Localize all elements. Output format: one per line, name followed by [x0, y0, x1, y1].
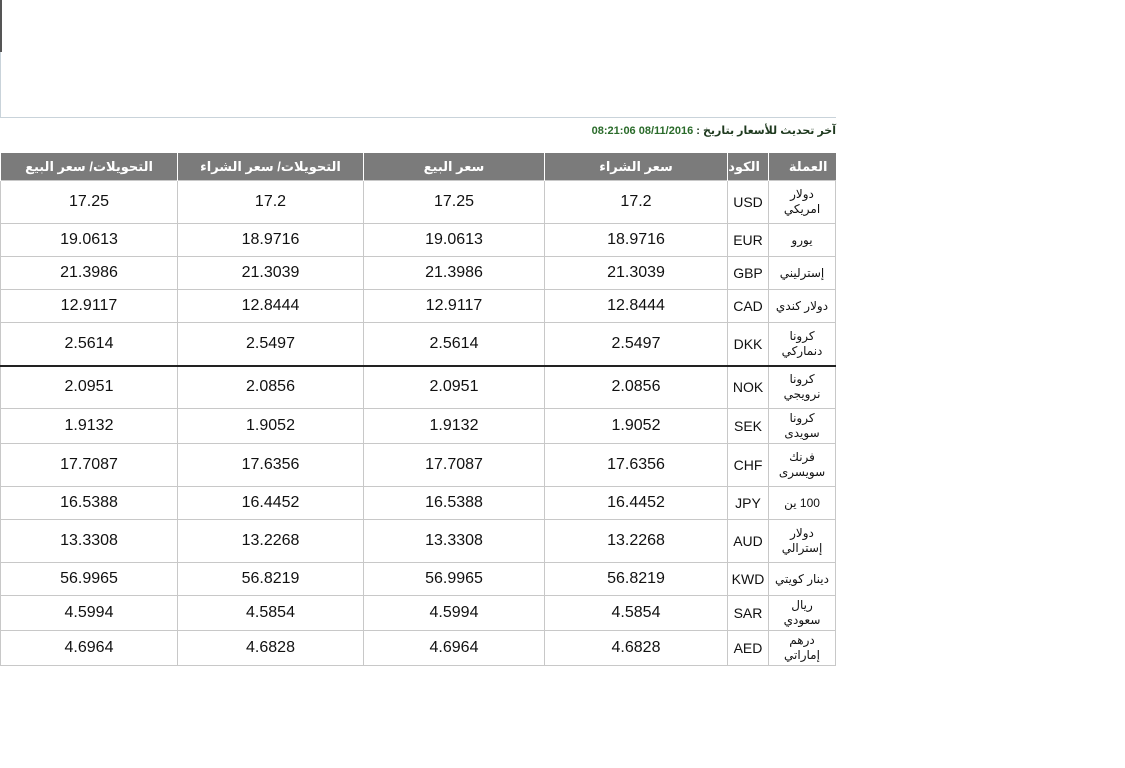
top-panel — [0, 0, 836, 118]
transfer-sell-rate: 16.5388 — [1, 487, 178, 520]
sell-rate: 4.6964 — [364, 631, 545, 666]
buy-rate: 4.6828 — [545, 631, 728, 666]
transfer-buy-rate: 2.5497 — [178, 323, 364, 366]
currency-name: دولار إسترالي — [769, 520, 836, 563]
buy-rate: 1.9052 — [545, 409, 728, 444]
currency-code: DKK — [728, 323, 769, 366]
panel-edge-line — [0, 52, 1, 118]
buy-rate: 17.2 — [545, 181, 728, 224]
transfer-buy-rate: 21.3039 — [178, 257, 364, 290]
transfer-sell-rate: 4.6964 — [1, 631, 178, 666]
currency-name: إسترليني — [769, 257, 836, 290]
currency-name: يورو — [769, 224, 836, 257]
transfer-sell-rate: 56.9965 — [1, 563, 178, 596]
transfer-buy-rate: 16.4452 — [178, 487, 364, 520]
sell-rate: 17.7087 — [364, 444, 545, 487]
table-row — [1, 563, 836, 596]
currency-name: كرونا نرويجي — [769, 366, 836, 409]
column-header-buy: سعر الشراء — [545, 153, 728, 181]
table-row — [1, 224, 836, 257]
table-header-row — [1, 153, 836, 181]
transfer-buy-rate: 18.9716 — [178, 224, 364, 257]
transfer-sell-rate: 17.7087 — [1, 444, 178, 487]
transfer-buy-rate: 4.6828 — [178, 631, 364, 666]
transfer-sell-rate: 2.0951 — [1, 366, 178, 409]
currency-code: CAD — [728, 290, 769, 323]
buy-rate: 18.9716 — [545, 224, 728, 257]
buy-rate: 4.5854 — [545, 596, 728, 631]
transfer-buy-rate: 17.2 — [178, 181, 364, 224]
transfer-sell-rate: 1.9132 — [1, 409, 178, 444]
table-row — [1, 631, 836, 666]
sell-rate: 12.9117 — [364, 290, 545, 323]
column-header-sell: سعر البيع — [364, 153, 545, 181]
transfer-buy-rate: 13.2268 — [178, 520, 364, 563]
currency-name: دولار امريكي — [769, 181, 836, 224]
transfer-sell-rate: 13.3308 — [1, 520, 178, 563]
currency-code: KWD — [728, 563, 769, 596]
currency-name: كرونا دنماركي — [769, 323, 836, 366]
table-row — [1, 181, 836, 224]
transfer-sell-rate: 21.3986 — [1, 257, 178, 290]
currency-name: فرنك سويسرى — [769, 444, 836, 487]
sell-rate: 16.5388 — [364, 487, 545, 520]
column-header-currency: العملة — [769, 153, 836, 181]
buy-rate: 2.0856 — [545, 366, 728, 409]
transfer-buy-rate: 1.9052 — [178, 409, 364, 444]
currency-code: SEK — [728, 409, 769, 444]
currency-code: SAR — [728, 596, 769, 631]
transfer-sell-rate: 17.25 — [1, 181, 178, 224]
currency-name: درهم إماراتي — [769, 631, 836, 666]
table-row — [1, 290, 836, 323]
transfer-sell-rate: 19.0613 — [1, 224, 178, 257]
table-row — [1, 487, 836, 520]
last-update-line — [592, 124, 836, 137]
panel-edge-mark — [0, 0, 2, 52]
table-row — [1, 409, 836, 444]
sell-rate: 1.9132 — [364, 409, 545, 444]
currency-code: AUD — [728, 520, 769, 563]
transfer-buy-rate: 17.6356 — [178, 444, 364, 487]
currency-code: EUR — [728, 224, 769, 257]
buy-rate: 17.6356 — [545, 444, 728, 487]
currency-name: ريال سعودي — [769, 596, 836, 631]
currency-code: JPY — [728, 487, 769, 520]
sell-rate: 4.5994 — [364, 596, 545, 631]
table-row — [1, 366, 836, 409]
exchange-rates-table — [0, 153, 836, 666]
sell-rate: 19.0613 — [364, 224, 545, 257]
transfer-sell-rate: 2.5614 — [1, 323, 178, 366]
last-update-datetime: 08/11/2016 08:21:06 — [591, 125, 694, 137]
sell-rate: 2.5614 — [364, 323, 545, 366]
sell-rate: 21.3986 — [364, 257, 545, 290]
currency-code: USD — [728, 181, 769, 224]
currency-code: GBP — [728, 257, 769, 290]
currency-name: كرونا سويدى — [769, 409, 836, 444]
transfer-buy-rate: 56.8219 — [178, 563, 364, 596]
table-row — [1, 596, 836, 631]
buy-rate: 56.8219 — [545, 563, 728, 596]
transfer-sell-rate: 4.5994 — [1, 596, 178, 631]
transfer-buy-rate: 4.5854 — [178, 596, 364, 631]
buy-rate: 12.8444 — [545, 290, 728, 323]
currency-code: NOK — [728, 366, 769, 409]
column-header-transfer-sell: التحويلات/ سعر البيع — [1, 153, 178, 181]
transfer-sell-rate: 12.9117 — [1, 290, 178, 323]
sell-rate: 2.0951 — [364, 366, 545, 409]
column-header-code: الكود — [728, 153, 769, 181]
currency-code: CHF — [728, 444, 769, 487]
sell-rate: 56.9965 — [364, 563, 545, 596]
transfer-buy-rate: 2.0856 — [178, 366, 364, 409]
sell-rate: 13.3308 — [364, 520, 545, 563]
transfer-buy-rate: 12.8444 — [178, 290, 364, 323]
currency-code: AED — [728, 631, 769, 666]
currency-name: دينار كويتي — [769, 563, 836, 596]
table-row — [1, 520, 836, 563]
buy-rate: 16.4452 — [545, 487, 728, 520]
table-row — [1, 444, 836, 487]
buy-rate: 2.5497 — [545, 323, 728, 366]
last-update-label: آخر تحديث للأسعار بتاريخ : — [696, 125, 836, 137]
buy-rate: 13.2268 — [545, 520, 728, 563]
currency-name: دولار كندي — [769, 290, 836, 323]
currency-name: 100 ين — [769, 487, 836, 520]
column-header-transfer-buy: التحويلات/ سعر الشراء — [178, 153, 364, 181]
table-row — [1, 323, 836, 366]
sell-rate: 17.25 — [364, 181, 545, 224]
table-row — [1, 257, 836, 290]
buy-rate: 21.3039 — [545, 257, 728, 290]
